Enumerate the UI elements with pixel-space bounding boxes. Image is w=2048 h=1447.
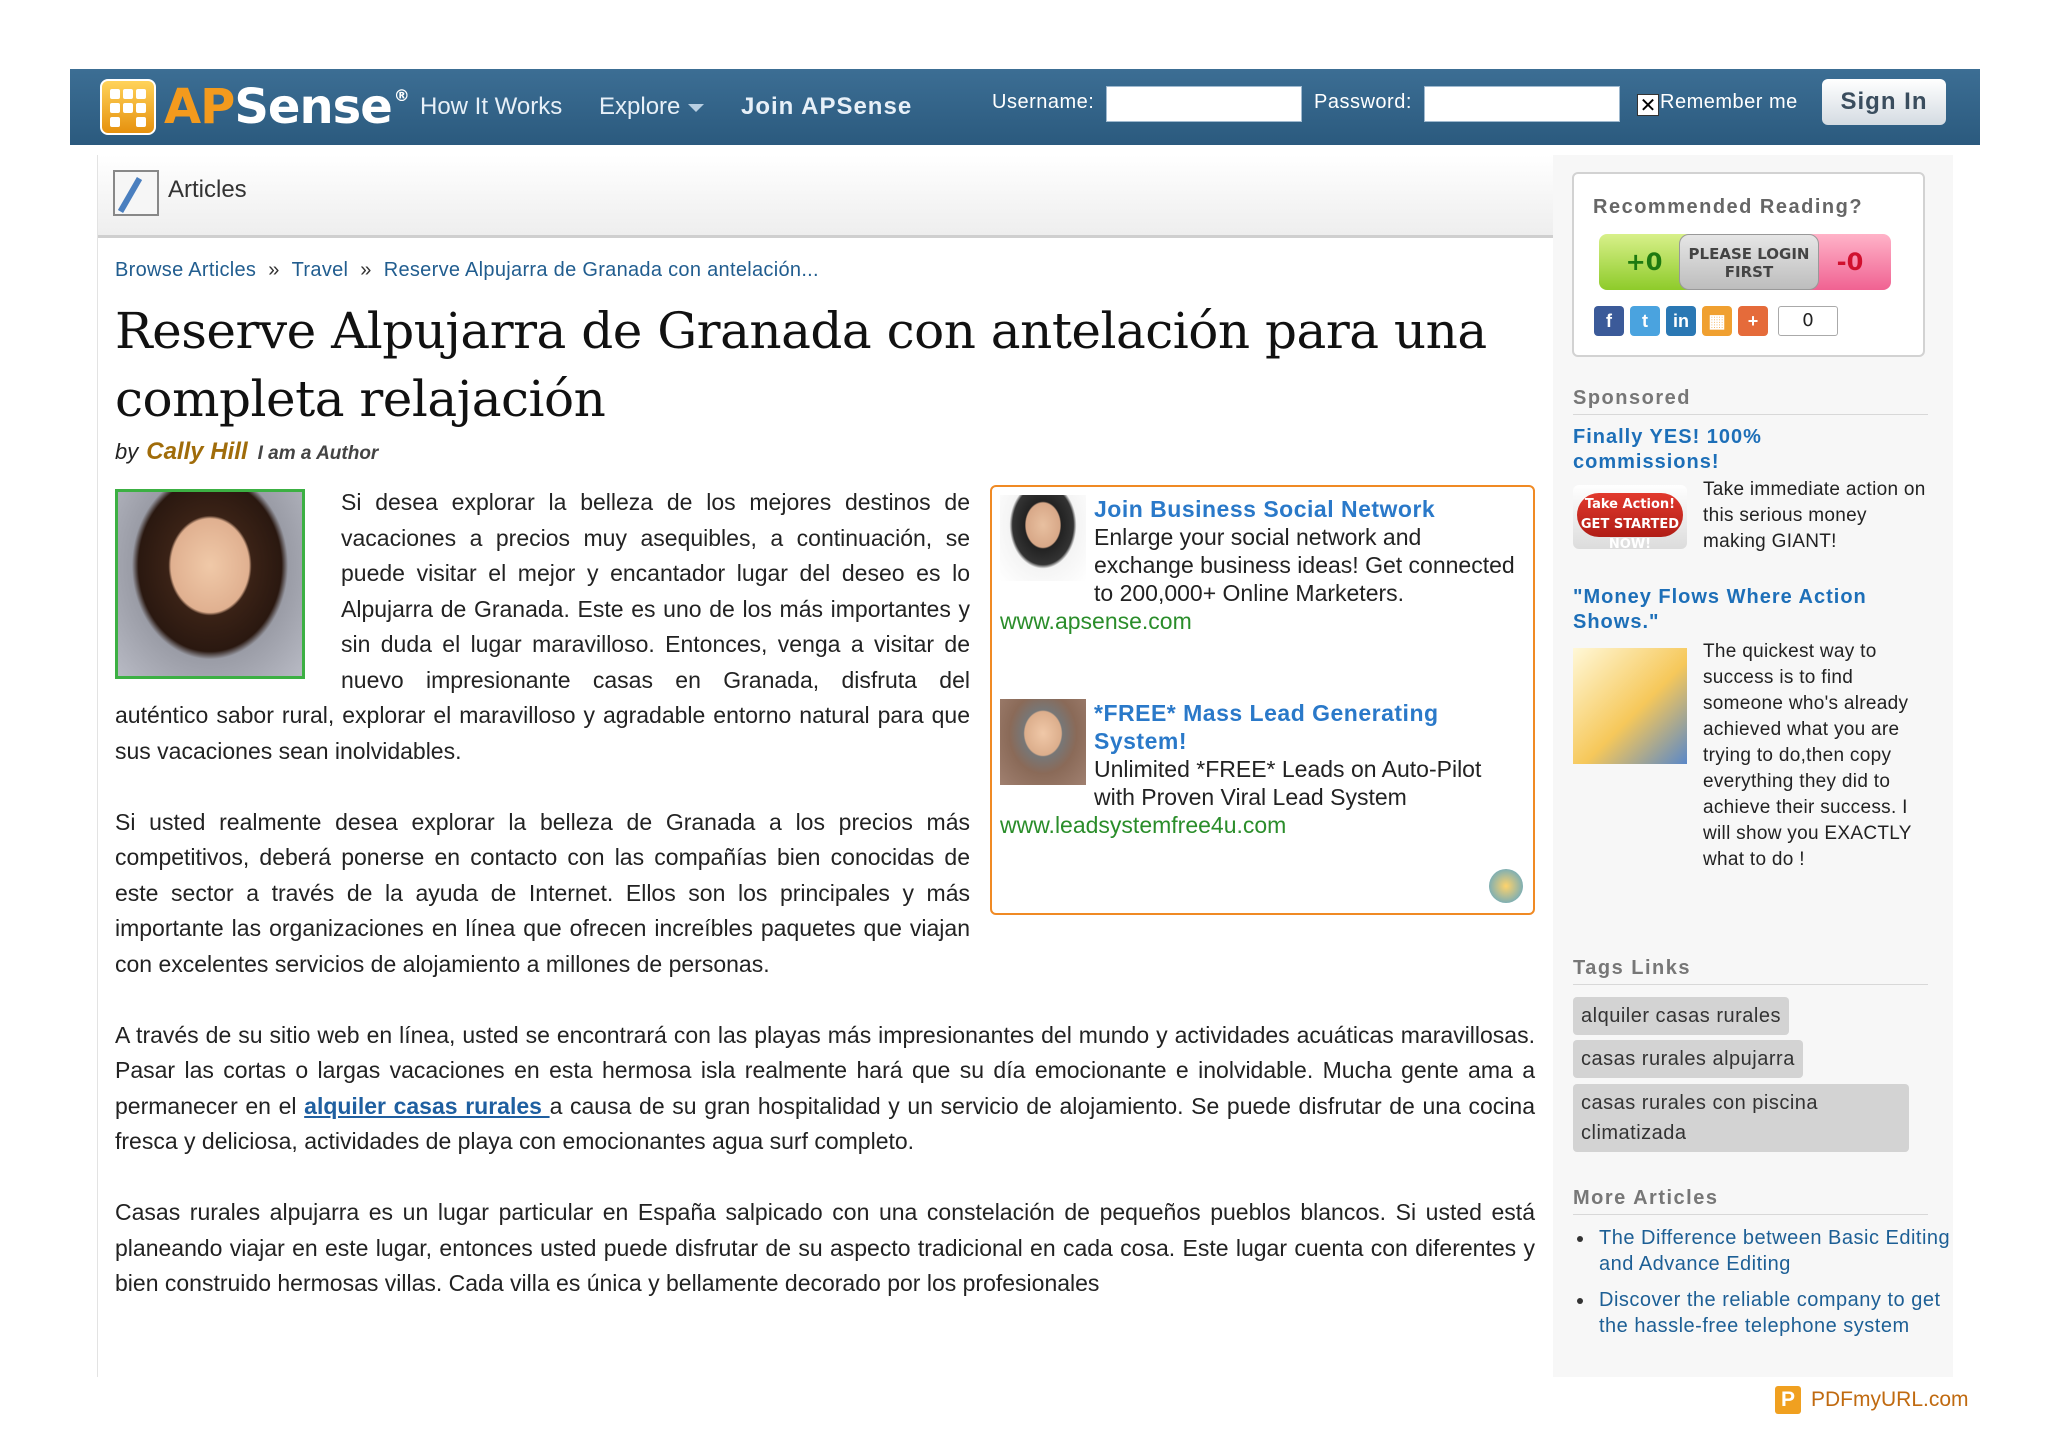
sidebar [1553, 155, 1953, 1377]
paragraph: Si usted realmente desea explorar la belleza de Granada a los precios más competitivos, deberá ponerse en contacto con las compañías bien conocidas de este sector a través de la ayuda de Internet. Ellos son los principales y más importante las organizaciones en línea que ofrecen increíbles paquetes que viajan con excelentes servicios de alojamiento a millones de personas. [115, 808, 970, 977]
nav-explore[interactable] [599, 93, 704, 121]
breadcrumb [115, 259, 819, 282]
login-first-line-1: PLEASE LOGIN [1688, 245, 1810, 263]
recommended-reading-title: Recommended Reading? [1593, 196, 1864, 218]
ad-thumbnail [1000, 699, 1086, 785]
tag-link[interactable]: casas rurales alpujarra [1573, 1040, 1803, 1078]
recommended-reading-box [1572, 172, 1925, 357]
sponsored-title-link[interactable]: "Money Flows Where Action Shows." [1573, 586, 1867, 633]
login-first-button[interactable] [1679, 234, 1819, 290]
tag-link[interactable]: alquiler casas rurales [1573, 997, 1789, 1035]
ad-description: Unlimited *FREE* Leads on Auto-Pilot with Proven Viral Lead System [1094, 756, 1482, 810]
section-title: Articles [168, 176, 247, 203]
vote-widget [1599, 234, 1899, 290]
linkedin-icon[interactable]: in [1666, 306, 1696, 336]
byline [115, 438, 378, 466]
ad-description: Enlarge your social network and exchange business ideas! Get connected to 200,000+ Online Marketers. [1094, 524, 1515, 606]
author-name-link[interactable]: Cally Hill [146, 438, 248, 465]
logo-text: APSense ® [164, 79, 409, 135]
more-article-link[interactable]: • The Difference between Basic Editing and Advance Editing [1595, 1225, 1955, 1277]
chevron-down-icon [688, 104, 704, 112]
take-action-badge [1577, 493, 1683, 552]
breadcrumb-current-article[interactable]: Reserve Alpujarra de Granada con antelación... [383, 259, 819, 281]
pdfmyurl-text: PDFmyURL.com [1811, 1388, 1969, 1411]
article-body [115, 485, 1535, 1337]
apsense-share-icon[interactable]: ▦ [1702, 306, 1732, 336]
breadcrumb-travel[interactable]: Travel [291, 259, 349, 281]
articles-section-header [98, 155, 1553, 238]
tag-link[interactable]: casas rurales con piscina climatizada [1573, 1084, 1909, 1152]
inline-link-alquiler-casas-rurales[interactable]: alquiler casas rurales [304, 1092, 550, 1119]
remember-me-checkbox[interactable]: ✕ [1637, 94, 1659, 116]
ad-url-link[interactable]: www.apsense.com [1000, 608, 1192, 634]
password-label: Password: [1314, 91, 1412, 113]
sponsored-image[interactable] [1573, 648, 1687, 764]
ad-item[interactable] [1000, 495, 1520, 635]
username-input[interactable] [1106, 86, 1302, 122]
nav-explore-label: Explore [599, 93, 681, 120]
ad-title-link[interactable]: Join Business Social Network [1094, 496, 1436, 522]
ad-thumbnail [1000, 495, 1086, 581]
more-article-link[interactable]: • Discover the reliable company to get the hassle-free telephone system [1595, 1287, 1955, 1339]
byline-by: by [115, 439, 139, 464]
twitter-icon[interactable]: t [1630, 306, 1660, 336]
sponsored-image[interactable] [1573, 485, 1687, 552]
avatar-spacer [115, 485, 341, 675]
ad-badge-icon[interactable] [1489, 869, 1523, 903]
sponsored-heading: Sponsored [1573, 387, 1928, 415]
share-count: 0 [1778, 306, 1838, 336]
breadcrumb-browse-articles[interactable]: Browse Articles [115, 259, 257, 281]
paragraph [115, 1018, 1535, 1160]
ad-title-link[interactable]: *FREE* Mass Lead Generating System! [1094, 700, 1439, 754]
pdfmyurl-brand[interactable] [1775, 1385, 1969, 1415]
password-input[interactable] [1424, 86, 1620, 122]
add-share-icon[interactable]: + [1738, 306, 1768, 336]
pdfmyurl-icon: P [1775, 1386, 1801, 1414]
logo-icon [100, 79, 156, 135]
paragraph-text: A través de su sitio web en línea, usted se encontrará con las playas más impresionantes del mundo y actividades acuáticas maravillosas. Pasar las cortas o largas vacaciones en esta hermosa isla realmente hará que su día emocionante e inolvidable. Mucha gente ama a permanecer en el [115, 1021, 1535, 1119]
remember-me-label: Remember me [1660, 91, 1798, 113]
share-bar [1594, 306, 1838, 336]
author-role: I am a Author [257, 443, 379, 464]
vote-up-button[interactable]: +0 [1599, 234, 1689, 290]
ad-url-link[interactable]: www.leadsystemfree4u.com [1000, 812, 1287, 838]
nav-how-it-works[interactable]: How It Works [420, 93, 563, 120]
badge-line-1: Take Action! [1584, 497, 1676, 512]
paragraph: Si desea explorar la belleza de los mejores destinos de vacaciones a precios muy asequibles, a continuación, se puede visitar el mejor y encantador lugar del deseo es lo Alpujarra de Granada. Este es uno de los más importantes y sin duda el lugar maravilloso. Entonces, venga a visitar de nuevo impresionante casas en Granada, disfruta del auténtico sabor rural, explorar el maravilloso y agradable entorno natural para que sus vacaciones sean inolvidables. [115, 489, 970, 764]
paragraph-text: a causa de su gran hospitalidad y un servicio de alojamiento. Se puede disfrutar de una cocina fresca y deliciosa, actividades de playa con emocionantes agua surf completo. [115, 1092, 1535, 1154]
badge-line-2: GET STARTED NOW! [1580, 517, 1680, 552]
article-column [97, 155, 1553, 1377]
sponsored-description: The quickest way to success is to find someone who's already achieved what you are trying to do,then copy everything they did to achieve their success. I will show you EXACTLY what to do ! [1703, 641, 1912, 870]
sign-in-button[interactable]: Sign In [1822, 79, 1946, 125]
breadcrumb-separator: » [268, 259, 280, 281]
ad-item[interactable] [1000, 699, 1520, 839]
paragraph: Casas rurales alpujarra es un lugar particular en España salpicado con una constelación de pequeños pueblos blancos. Si usted está planeando viajar en este lugar, entonces usted puede disfrutar de su aspecto tradicional en cada cosa. Este lugar cuenta con diferentes y bien construido hermosas villas. Cada villa es única y bellamente decorado por los profesionales [115, 1199, 1535, 1296]
more-articles-heading: More Articles [1573, 1187, 1928, 1215]
breadcrumb-separator: » [360, 259, 372, 281]
login-first-line-2: FIRST [1724, 263, 1774, 281]
vote-down-button[interactable]: -0 [1809, 234, 1891, 290]
page-title: Reserve Alpujarra de Granada con antelación para una completa relajación [115, 302, 1487, 428]
ad-box [990, 485, 1535, 915]
article-pencil-icon [113, 170, 159, 216]
username-label: Username: [992, 91, 1095, 113]
top-navigation-bar [70, 69, 1980, 145]
facebook-icon[interactable]: f [1594, 306, 1624, 336]
sponsored-description: Take immediate action on this serious money making GIANT! [1703, 479, 1926, 552]
nav-join-apsense[interactable]: Join APSense [741, 93, 913, 120]
tags-links-heading: Tags Links [1573, 957, 1928, 985]
sponsored-title-link[interactable]: Finally YES! 100% commissions! [1573, 426, 1762, 473]
more-articles-list [1573, 1225, 1955, 1349]
apsense-logo[interactable] [100, 79, 409, 135]
